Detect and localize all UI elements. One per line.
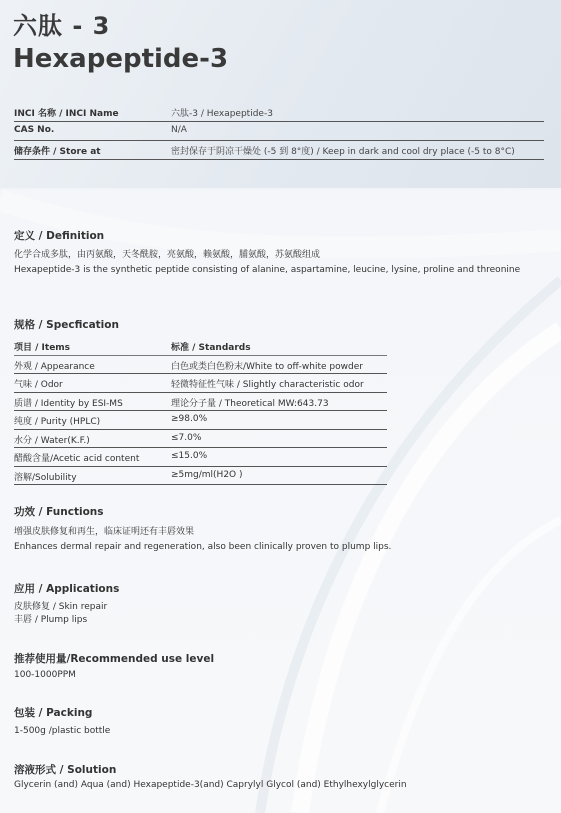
functions-text-cn: 增强皮肤修复和再生，临床证明还有丰唇效果 [14, 527, 195, 537]
info-key: INCI 名称 / INCI Name [14, 109, 119, 119]
spec-standard: 轻微特征性气味 / Slightly characteristic odor [171, 380, 364, 390]
info-key: CAS No. [14, 125, 55, 135]
page-title-english: Hexapeptide-3 [13, 44, 229, 74]
spec-standard: ≤15.0% [171, 451, 208, 461]
spec-standard: 白色或类白色粉末/White to off-white powder [171, 361, 363, 372]
spec-row [14, 356, 387, 375]
info-value: N/A [171, 125, 187, 135]
functions-text-en: Enhances dermal repair and regeneration, also been clinically proven to plump lips. [14, 542, 392, 552]
info-value: 密封保存于阴凉干燥处 (-5 到 8°度) / Keep in dark and cool dry place (-5 to 8°C) [171, 147, 515, 157]
spec-item: 溶解/Solubility [14, 472, 77, 483]
spec-standard: ≤7.0% [171, 432, 202, 443]
spec-row [14, 430, 387, 449]
definition-text-en: Hexapeptide-3 is the synthetic peptide consisting of alanine, aspartamine, leucine, lysine, proline and threonine [14, 265, 521, 275]
definition-heading: 定义 / Definition [14, 230, 105, 242]
spec-row [14, 393, 387, 412]
info-row-cas [14, 122, 544, 141]
packing-value: 1-500g /plastic bottle [14, 726, 111, 736]
spec-item: 外观 / Appearance [14, 361, 95, 372]
use-level-heading: 推荐使用量/Recommended use level [14, 653, 215, 665]
info-row-inci [14, 103, 544, 122]
spec-item: 质谱 / Identity by ESI-MS [14, 398, 123, 409]
packing-heading: 包装 / Packing [14, 707, 93, 719]
use-level-value: 100-1000PPM [14, 670, 76, 680]
spec-row [14, 374, 387, 393]
spec-row [14, 411, 387, 430]
specification-heading: 规格 / Specfication [14, 319, 119, 331]
spec-item: 醋酸含量/Acetic acid content [14, 454, 140, 464]
solution-value: Glycerin (and) Aqua (and) Hexapeptide-3(and) Caprylyl Glycol (and) Ethylhexylglycerin [14, 780, 407, 790]
application-item: 皮肤修复 / Skin repair [14, 602, 108, 612]
definition-text-cn: 化学合成多肽，由丙氨酸，天冬酰胺，亮氨酸，赖氨酸，脯氨酸，苏氨酸组成 [14, 250, 321, 260]
info-value: 六肽-3 / Hexapeptide-3 [171, 109, 273, 119]
spec-header-standards: 标准 / Standards [171, 343, 251, 353]
application-item: 丰唇 / Plump lips [14, 615, 88, 625]
applications-heading: 应用 / Applications [14, 583, 120, 595]
spec-table-header [14, 337, 387, 356]
spec-header-items: 项目 / Items [14, 343, 71, 353]
spec-item: 水分 / Water(K.F.) [14, 435, 90, 446]
spec-standard: 理论分子量 / Theoretical MW:643.73 [171, 398, 329, 409]
solution-heading: 溶液形式 / Solution [14, 764, 117, 776]
info-key: 储存条件 / Store at [14, 147, 101, 157]
page-title-chinese: 六肽 - 3 [13, 12, 111, 40]
spec-row [14, 467, 387, 486]
spec-item: 气味 / Odor [14, 380, 63, 390]
spec-row [14, 448, 387, 467]
spec-standard: ≥5mg/ml(H2O ) [171, 469, 243, 480]
spec-item: 纯度 / Purity (HPLC) [14, 417, 101, 427]
specification-table [14, 337, 387, 485]
spec-standard: ≥98.0% [171, 414, 208, 424]
product-info-table [14, 103, 544, 160]
info-row-storage [14, 141, 544, 160]
functions-heading: 功效 / Functions [14, 506, 104, 518]
